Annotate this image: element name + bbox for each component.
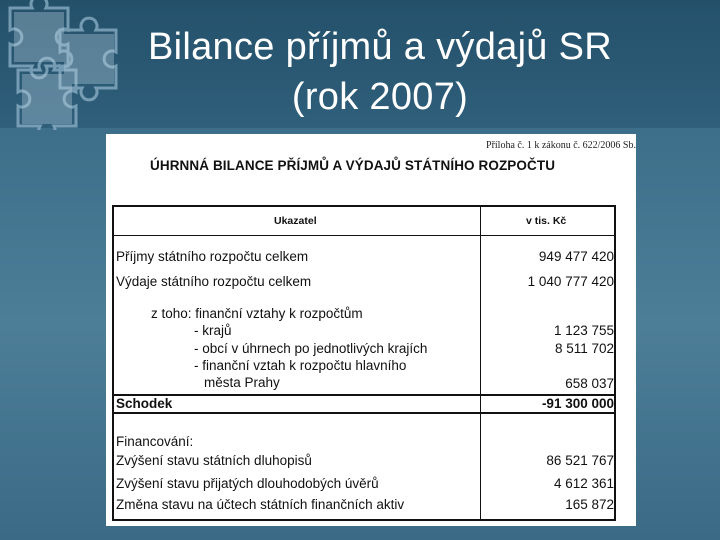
row-label-prague-1: - finanční vztah k rozpočtu hlavního [194, 358, 407, 373]
header-divider [114, 235, 614, 236]
row-label-loans: Zvýšení stavu přijatých dlouhodobých úvěrů [116, 476, 379, 491]
column-header-value: v tis. Kč [526, 215, 567, 227]
row-value-revenue: 949 477 420 [538, 249, 614, 264]
row-value-deficit: -91 300 000 [541, 396, 614, 411]
row-label-bonds: Zvýšení stavu státních dluhopisů [116, 453, 312, 468]
row-value-loans: 4 612 361 [553, 476, 614, 491]
deficit-bottom-divider [114, 412, 614, 414]
row-label-deficit: Schodek [116, 396, 173, 411]
slide-title-line1: Bilance příjmů a výdajů SR [147, 26, 612, 68]
row-label-financing: Financování: [116, 434, 194, 449]
puzzle-pieces-icon [0, 0, 125, 130]
row-label-revenue: Příjmy státního rozpočtu celkem [116, 249, 309, 264]
row-value-assets: 165 872 [565, 497, 614, 512]
row-label-municipalities: - obcí v úhrnech po jednotlivých krajích [194, 341, 428, 356]
document-heading: ÚHRNNÁ BILANCE PŘÍJMŮ A VÝDAJŮ STÁTNÍHO ROZPOČTU [150, 158, 556, 173]
row-label-regions: - krajů [194, 323, 232, 338]
attachment-note: Příloha č. 1 k zákonu č. 622/2006 Sb. [486, 140, 636, 151]
slide-title-line2: (rok 2007) [291, 76, 469, 118]
row-value-prague: 658 037 [565, 376, 614, 391]
row-label-assets: Změna stavu na účtech státních finančních aktiv [116, 497, 405, 512]
row-value-bonds: 86 521 767 [546, 453, 614, 468]
column-header-indicator: Ukazatel [274, 215, 317, 227]
budget-table [112, 205, 616, 521]
row-label-of-which: z toho: finanční vztahy k rozpočtům [151, 306, 363, 321]
document-image [106, 134, 636, 526]
row-value-regions: 1 123 755 [553, 323, 614, 338]
row-value-municipalities: 8 511 702 [554, 341, 614, 356]
row-value-expenditure: 1 040 777 420 [527, 274, 614, 289]
slide-title [110, 22, 650, 122]
column-divider [480, 207, 481, 519]
row-label-expenditure: Výdaje státního rozpočtu celkem [116, 274, 312, 289]
row-label-prague-2: města Prahy [204, 375, 280, 390]
